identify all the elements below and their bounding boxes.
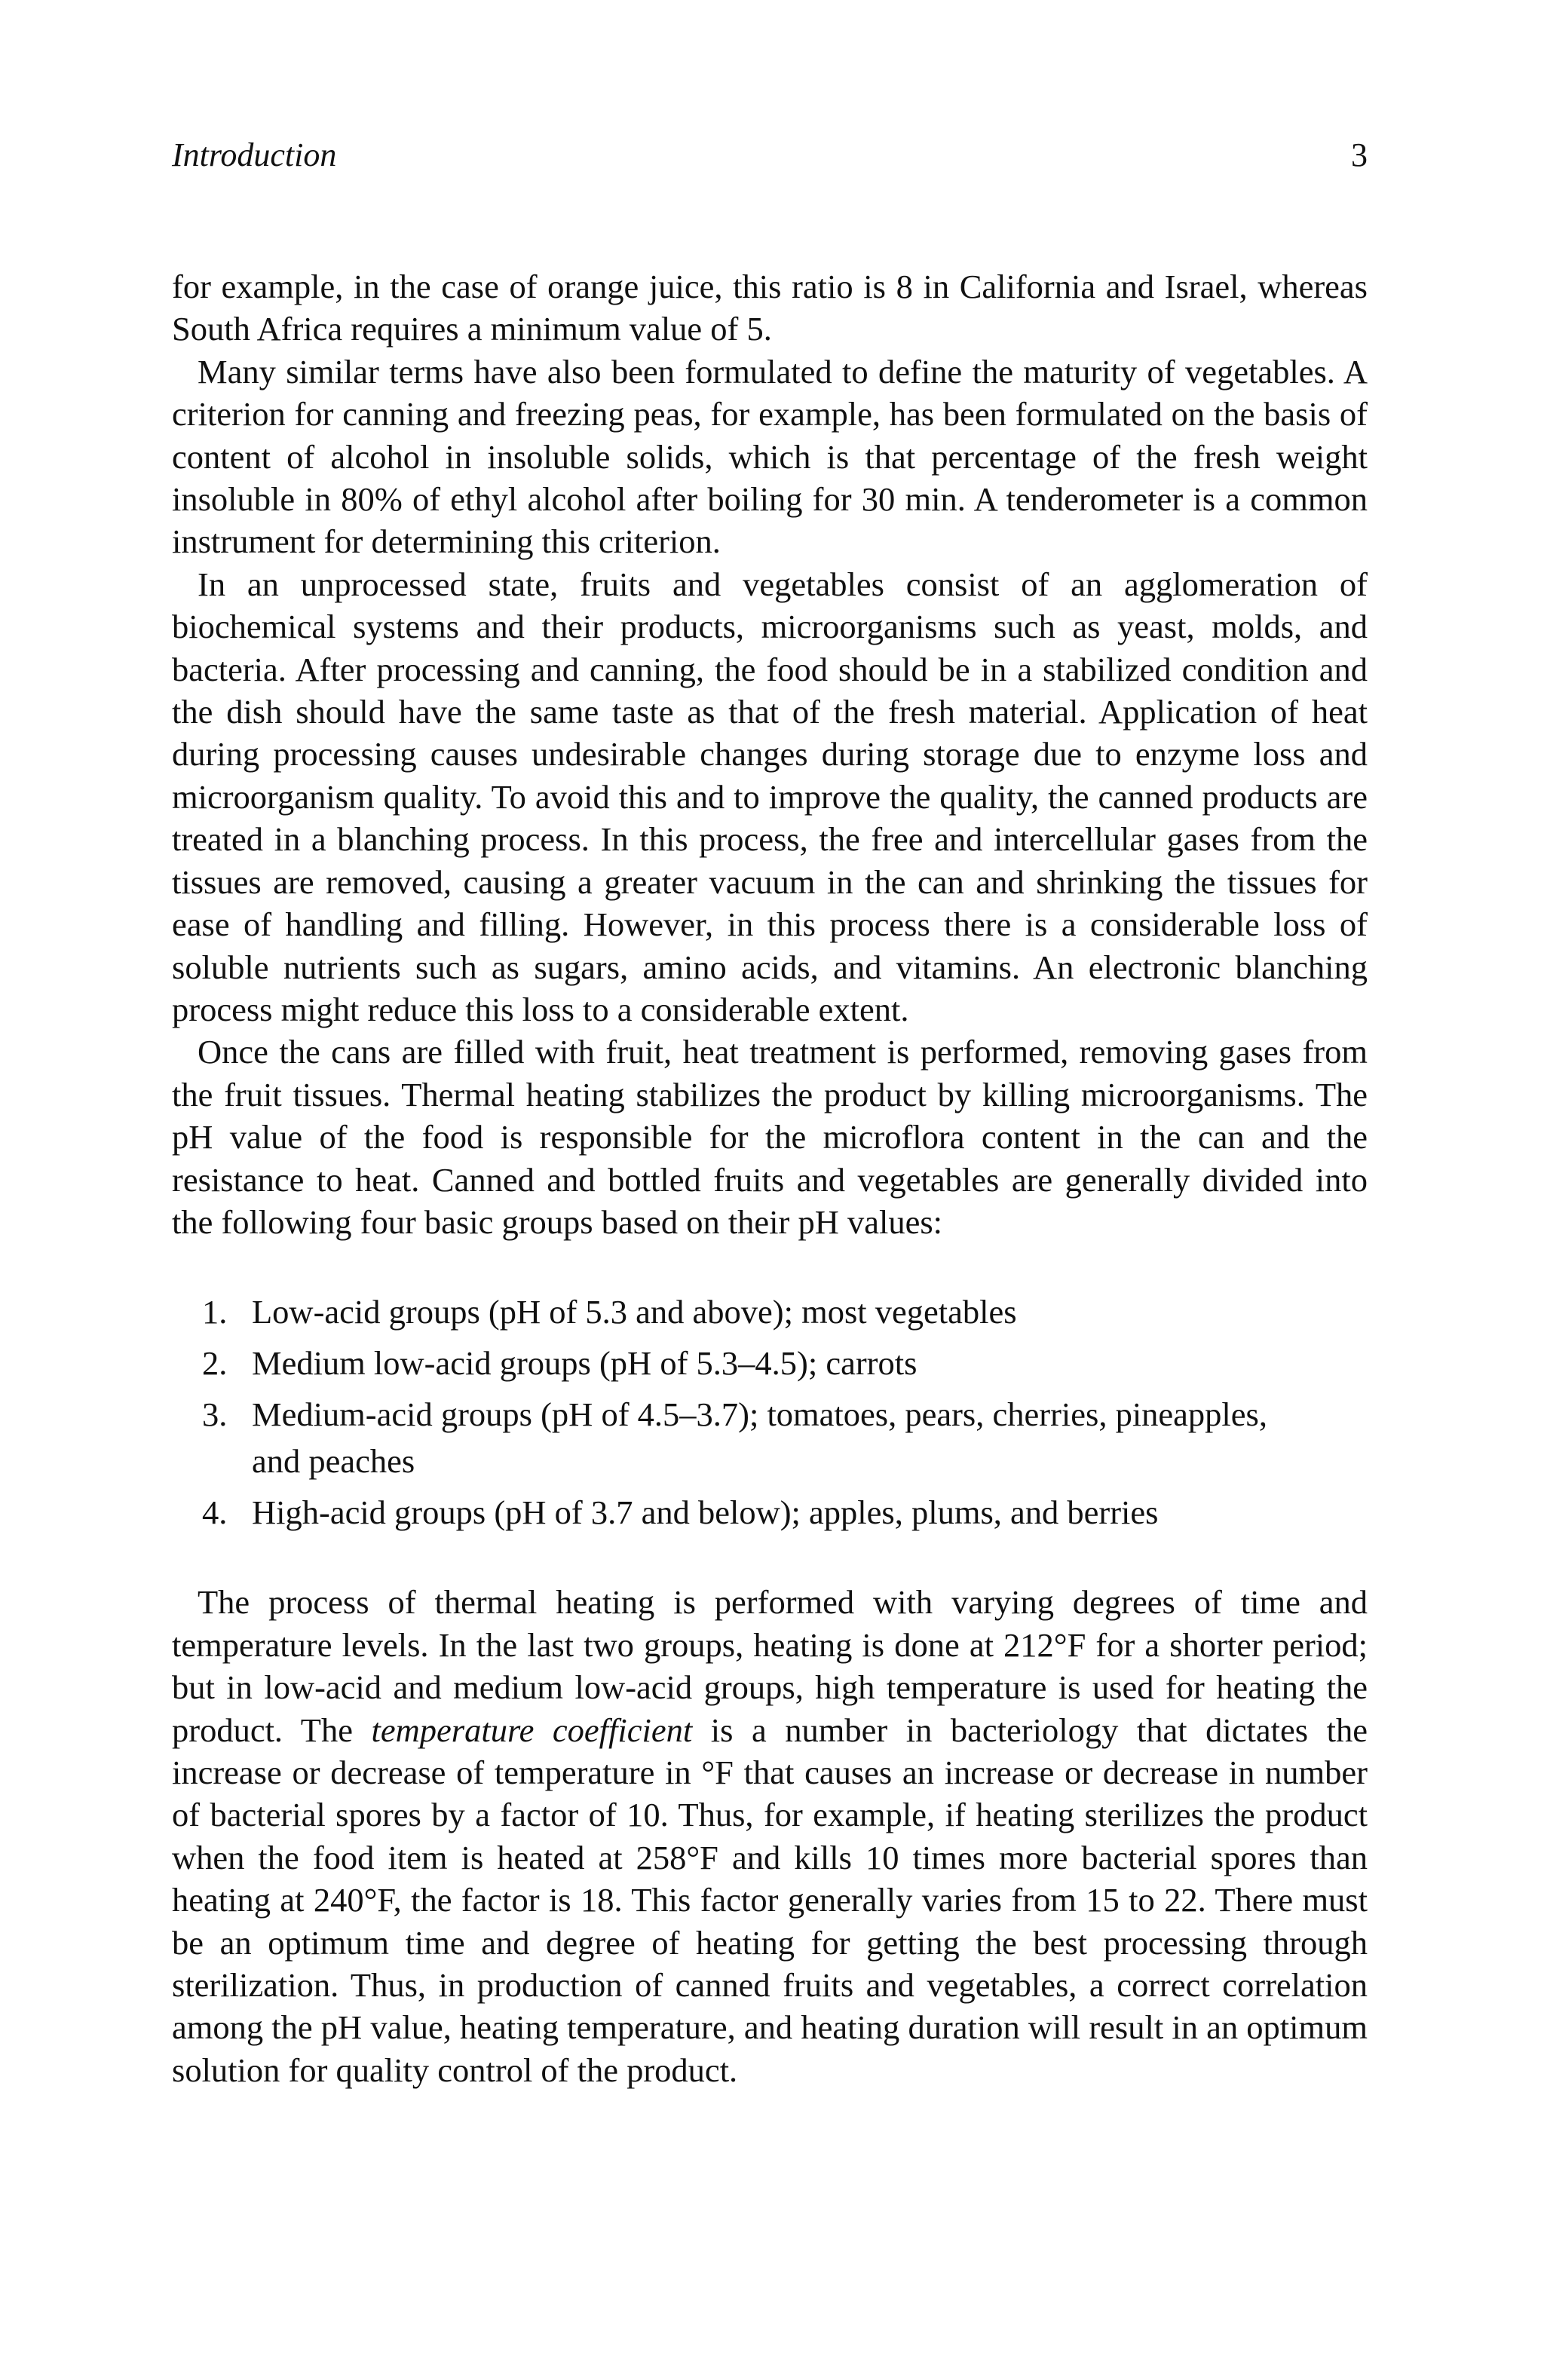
term-temperature-coefficient: temperature coefficient — [371, 1711, 693, 1749]
ph-groups-list — [172, 1288, 1368, 1536]
page-number: 3 — [1351, 136, 1368, 173]
chapter-title: Introduction — [172, 136, 337, 173]
list-item-number: 4. — [202, 1493, 228, 1532]
list-item-text: Medium-acid groups (pH of 4.5–3.7); tomatoes, pears, cherries, pineapples, and peaches — [252, 1395, 1267, 1481]
paragraph-5-text-b: is a number in bacteriology that dictates the increase or decrease of temperature in °F that causes an increase or decrease in number of bacterial spores by a factor of 10. Thus, for example, if heating sterilizes the product when the food item is heated at 258°F and kills 10 times more bacterial spores than heating at 240°F, the factor is 18. This factor generally varies from 15 to 22. There must be an optimum time and degree of heating for getting the best processing through sterilization. Thus, in production of canned fruits and vegetables, a correct correlation among the pH value, heating temperature, and heating duration will result in an optimum solution for quality control of the product. — [172, 1711, 1368, 2089]
list-item-text: Medium low-acid groups (pH of 5.3–4.5); carrots — [252, 1344, 918, 1383]
list-item — [202, 1288, 1368, 1335]
paragraph-3: In an unprocessed state, fruits and vegetables consist of an agglomeration of biochemical systems and their products, microorganisms such as yeast, molds, and bacteria. After processing and canning, the food should be in a stabilized condition and the dish should have the same taste as that of the fresh material. Application of heat during processing causes undesirable changes during storage due to enzyme loss and microorganism quality. To avoid this and to improve the quality, the canned products are treated in a blanching process. In this process, the free and intercellular gases from the tissues are removed, causing a greater vacuum in the can and shrinking the tissues for ease of handling and filling. However, in this process there is a considerable loss of soluble nutrients such as sugars, amino acids, and vitamins. An electronic blanching process might reduce this loss to a considerable extent. — [172, 565, 1368, 1028]
list-item-text: Low-acid groups (pH of 5.3 and above); most vegetables — [252, 1293, 1017, 1331]
running-head — [172, 134, 1368, 176]
paragraph-5 — [172, 1581, 1368, 2091]
paragraph-2: Many similar terms have also been formulated to define the maturity of vegetables. A criterion for canning and freezing peas, for example, has been formulated on the basis of content of alcohol in insoluble solids, which is that percentage of the fresh weight insoluble in 80% of ethyl alcohol after boiling for 30 min. A tenderometer is a common instrument for determining this criterion. — [172, 352, 1368, 561]
book-page — [172, 134, 1368, 2091]
list-item — [202, 1489, 1368, 1536]
list-item-number: 3. — [202, 1395, 228, 1434]
list-item-number: 1. — [202, 1293, 228, 1331]
paragraph-5-text-a: The process of thermal heating is performed with varying degrees of time and temperature levels. In the last two groups, heating is done at 212°F for a shorter period; but in low-acid and medium low-acid groups, high temperature is used for heating the product. The — [172, 1583, 1368, 1749]
list-item-text: High-acid groups (pH of 3.7 and below); apples, plums, and berries — [252, 1493, 1159, 1532]
body-text — [172, 265, 1368, 2091]
list-item — [202, 1391, 1368, 1484]
paragraph-1: for example, in the case of orange juice, this ratio is 8 in California and Israel, whereas South Africa requires a minimum value of 5. — [172, 268, 1368, 348]
list-item-number: 2. — [202, 1344, 228, 1383]
paragraph-4: Once the cans are filled with fruit, heat treatment is performed, removing gases from the fruit tissues. Thermal heating stabilizes the product by killing microorganisms. The pH value of the food is responsible for the microflora content in the can and the resistance to heat. Canned and bottled fruits and vegetables are generally divided into the following four basic groups based on their pH values: — [172, 1033, 1368, 1241]
list-item — [202, 1340, 1368, 1386]
